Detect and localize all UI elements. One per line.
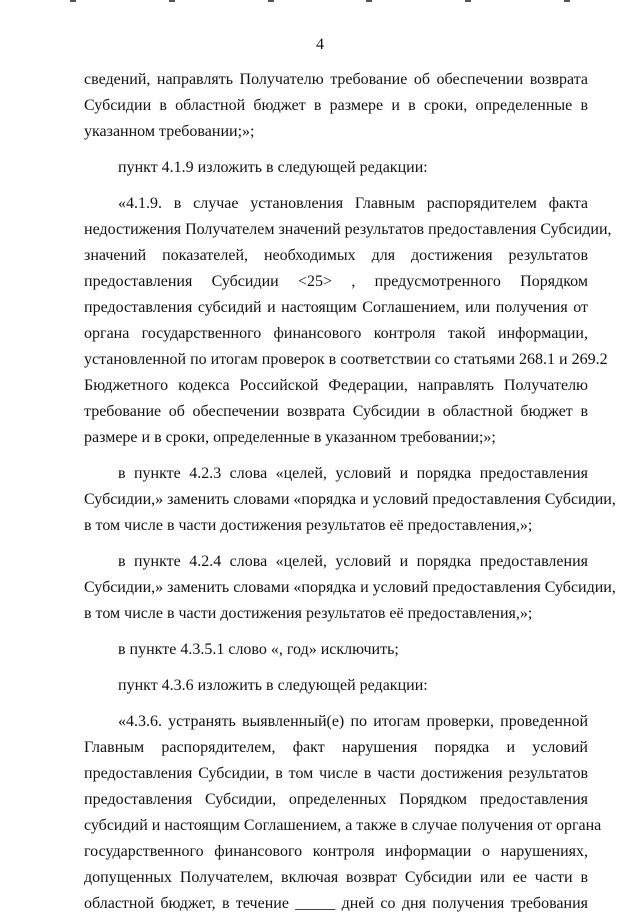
text-line: предоставления субсидий и настоящим Соглашением, или получения от (84, 299, 588, 316)
text-line: в пункте 4.2.4 слова «целей, условий и порядка предоставления (118, 553, 588, 570)
text-line: государственного финансового контроля информации о нарушениях, (84, 843, 588, 860)
scan-top-marks (70, 0, 570, 3)
text-line: в том числе в части достижения результатов её предоставления,»; (84, 605, 533, 622)
text-line: указанном требовании;»; (84, 123, 255, 140)
text-line: в пункте 4.3.5.1 слово «, год» исключить; (118, 641, 399, 658)
text-line: в том числе в части достижения результатов её предоставления,»; (84, 517, 533, 534)
document-body (84, 67, 616, 917)
text-line: «4.1.9. в случае установления Главным распорядителем факта (118, 195, 588, 212)
text-line: субсидий и настоящим Соглашением, а также в случае получения от органа (84, 817, 602, 834)
text-line: размере и в сроки, определенные в указанном требовании;»; (84, 429, 496, 446)
text-line: Бюджетного кодекса Российской Федерации, направлять Получателю (84, 377, 588, 394)
text-line: предоставления Субсидии <25> , предусмотренного Порядком (84, 273, 588, 290)
text-line: Субсидии в областной бюджет в размере и в сроки, определенные в (84, 97, 588, 114)
text-line: органа государственного финансового контроля такой информации, (84, 325, 588, 342)
text-line: сведений, направлять Получателю требование об обеспечении возврата (84, 71, 588, 88)
text-line: значений показателей, необходимых для достижения результатов (84, 247, 588, 264)
text-line: в пункте 4.2.3 слова «целей, условий и порядка предоставления (118, 465, 588, 482)
text-line: допущенных Получателем, включая возврат Субсидии или ее части в (84, 869, 588, 886)
text-line: установленной по итогам проверок в соответствии со статьями 268.1 и 269.2 (84, 351, 608, 368)
text-line: предоставления Субсидии, в том числе в части достижения результатов (84, 765, 588, 782)
text-line: «4.3.6. устранять выявленный(е) по итогам проверки, проведенной (118, 713, 588, 730)
text-line: Субсидии,» заменить словами «порядка и условий предоставления Субсидии, (84, 491, 616, 508)
text-line: недостижения Получателем значений результатов предоставления Субсидии, (84, 221, 612, 238)
text-line: областной бюджет, в течение _____ дней со дня получения требования (84, 895, 588, 912)
text-line: пункт 4.1.9 изложить в следующей редакции: (118, 159, 428, 176)
text-line: пункт 4.3.6 изложить в следующей редакции: (118, 677, 428, 694)
page-number: 4 (316, 36, 324, 53)
text-line: Субсидии,» заменить словами «порядка и условий предоставления Субсидии, (84, 579, 616, 596)
text-line: предоставления Субсидии, определенных Порядком предоставления (84, 791, 588, 808)
text-line: требование об обеспечении возврата Субсидии в областной бюджет в (84, 403, 588, 420)
text-line: Главным распорядителем, факт нарушения порядка и условий (84, 739, 588, 756)
